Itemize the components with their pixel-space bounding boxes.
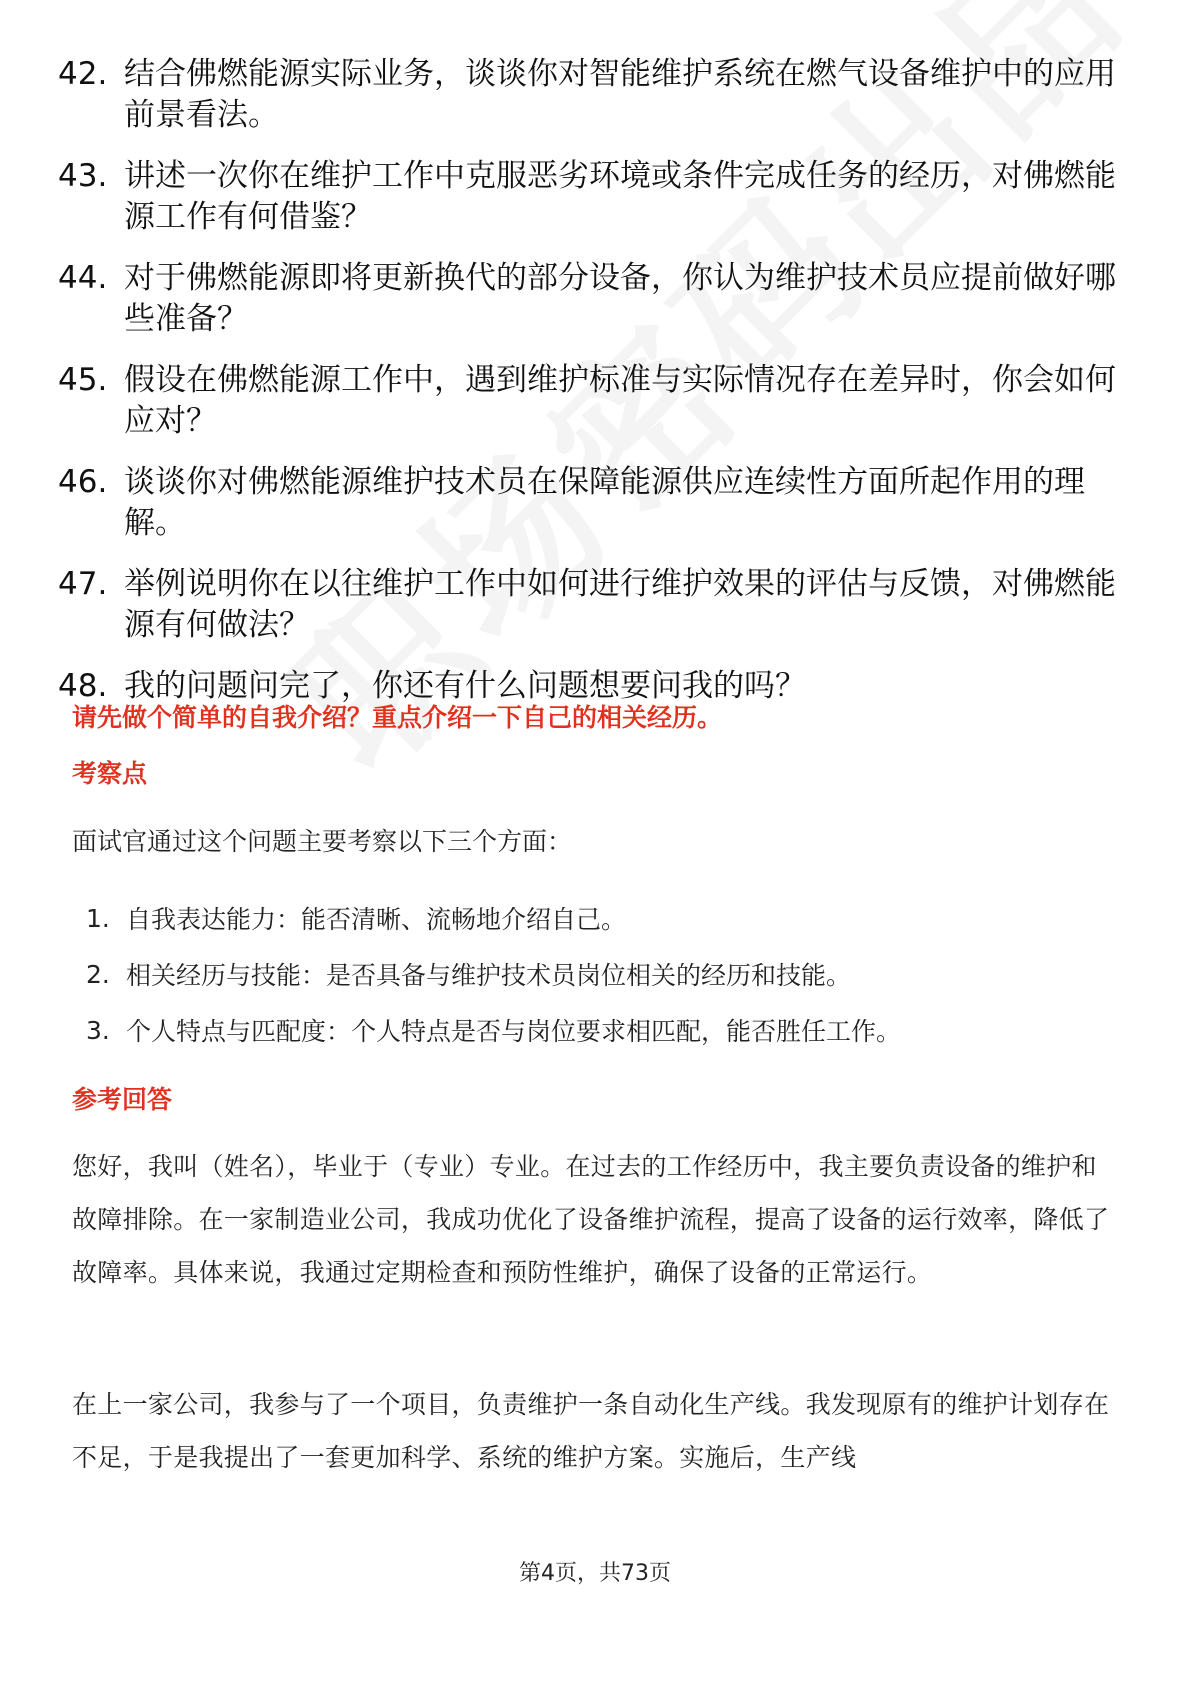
answer-section-title: 参考回答: [72, 1085, 173, 1114]
question-text: 假设在佛燃能源工作中，遇到维护标准与实际情况存在差异时，你会如何应对？: [124, 362, 1116, 439]
question-number: 46.: [58, 464, 108, 500]
focus-list: [86, 890, 901, 1058]
focus-item-text: 相关经历与技能：是否具备与维护技术员岗位相关的经历和技能。: [126, 961, 852, 990]
question-text: 我的问题问完了，你还有什么问题想要问我的吗？: [124, 668, 806, 704]
page-footer: 第4页，共73页: [519, 1561, 671, 1586]
highlight-question: 请先做个简单的自我介绍？重点介绍一下自己的相关经历。: [72, 703, 723, 732]
question-text: 举例说明你在以往维护工作中如何进行维护效果的评估与反馈，对佛燃能源有何做法？: [124, 566, 1116, 643]
focus-item-number: 2.: [86, 959, 110, 989]
focus-item-text: 自我表达能力：能否清晰、流畅地介绍自己。: [126, 905, 627, 934]
question-number: 43.: [58, 158, 108, 194]
question-number: 48.: [58, 668, 108, 704]
focus-list-item: [86, 1002, 901, 1058]
answer-paragraph: 在上一家公司，我参与了一个项目，负责维护一条自动化生产线。我发现原有的维护计划存在不足，于是我提出了一套更加科学、系统的维护方案。实施后，生产线: [72, 1390, 1110, 1472]
focus-list-item: [86, 890, 901, 946]
focus-item-text: 个人特点与匹配度：个人特点是否与岗位要求相匹配，能否胜任工作。: [126, 1017, 902, 1046]
question-item: [58, 54, 1118, 136]
question-text: 结合佛燃能源实际业务，谈谈你对智能维护系统在燃气设备维护中的应用前景看法。: [124, 56, 1116, 133]
question-number: 47.: [58, 566, 108, 602]
focus-item-number: 1.: [86, 903, 110, 933]
question-item: [58, 258, 1118, 340]
focus-list-item: [86, 946, 901, 1002]
question-number: 42.: [58, 56, 108, 92]
focus-section-title: 考察点: [72, 759, 148, 788]
question-number: 45.: [58, 362, 108, 398]
focus-intro: 面试官通过这个问题主要考察以下三个方面：: [72, 827, 573, 856]
answer-paragraph: 您好，我叫（姓名），毕业于（专业）专业。在过去的工作经历中，我主要负责设备的维护和故障排除。在一家制造业公司，我成功优化了设备维护流程，提高了设备的运行效率，降低了故障率。具体来说，我通过定期检查和预防性维护，确保了设备的正常运行。: [72, 1152, 1110, 1287]
question-number: 44.: [58, 260, 108, 296]
question-item: [58, 156, 1118, 238]
question-item: [58, 564, 1118, 646]
question-item: [58, 360, 1118, 442]
question-list: [58, 54, 1118, 727]
question-text: 对于佛燃能源即将更新换代的部分设备，你认为维护技术员应提前做好哪些准备？: [124, 260, 1116, 337]
question-text: 谈谈你对佛燃能源维护技术员在保障能源供应连续性方面所起作用的理解。: [124, 464, 1085, 541]
question-item: [58, 462, 1118, 544]
question-text: 讲述一次你在维护工作中克服恶劣环境或条件完成任务的经历，对佛燃能源工作有何借鉴？: [124, 158, 1116, 235]
focus-item-number: 3.: [86, 1015, 110, 1045]
